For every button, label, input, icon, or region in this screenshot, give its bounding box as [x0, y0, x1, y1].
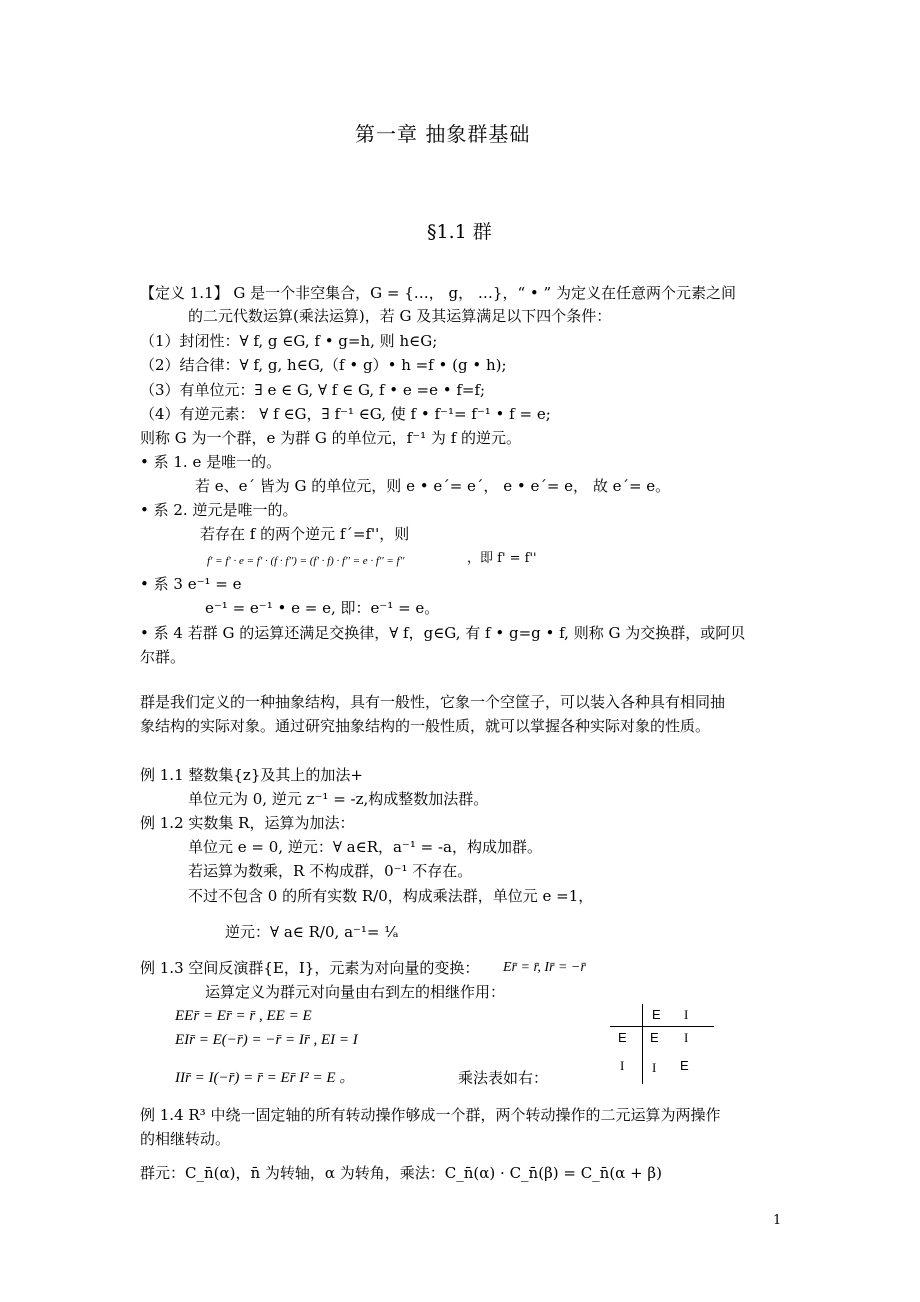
example-1-1-body: 单位元为 0, 逆元 z⁻¹ = -z,构成整数加法群。 — [188, 790, 489, 808]
condition-inverse: （4）有逆元素： ∀ f ∈G，∃ f⁻¹ ∈G, 使 f • f⁻¹= f⁻¹ • f = e; — [140, 405, 551, 423]
corollary-2-formula-tail: ，即 f' = f'' — [467, 551, 537, 566]
example-1-2-line-1: 单位元 e = 0, 逆元：∀ a∈R，a⁻¹ = -a，构成加群。 — [188, 838, 542, 856]
corollary-2-title: • 系 2. 逆元是唯一的。 — [140, 501, 298, 519]
corollary-3-title: • 系 3 e⁻¹ = e — [140, 575, 242, 593]
definition-line-1: 【定义 1.1】 G 是一个非空集合，G = {…， g， …}，“ • ” 为定义在任意两个元素之间 — [140, 284, 736, 302]
paragraph-line-2: 象结构的实际对象。通过研究抽象结构的一般性质，就可以掌握各种实际对象的性质。 — [140, 717, 711, 735]
page-number: 1 — [773, 1213, 782, 1228]
table-cell-ee: E — [650, 1030, 659, 1045]
table-cell-ie: I — [652, 1060, 657, 1075]
example-1-4-line-3: 群元：C_n̄(α)，n̄ 为转轴，α 为转角，乘法：C_n̄(α) · C_n̄(β) = C_n̄(α + β) — [140, 1164, 662, 1182]
example-1-2-line-3: 不过不包含 0 的所有实数 R/0，构成乘法群，单位元 e =1， — [188, 887, 594, 905]
table-vertical-rule — [642, 1004, 643, 1084]
table-horizontal-rule — [610, 1026, 714, 1027]
table-header-e: E — [652, 1007, 661, 1022]
table-cell-ei: I — [684, 1030, 689, 1045]
example-1-4-line-1: 例 1.4 R³ 中绕一固定轴的所有转动操作够成一个群，两个转动操作的二元运算为两操作 — [140, 1106, 721, 1124]
corollary-4-line-1: • 系 4 若群 G 的运算还满足交换律，∀ f，g∈G, 有 f • g=g • f, 则称 G 为交换群，或阿贝 — [140, 624, 746, 642]
example-1-3-formula-1: EEr̄ = Er̄ = r̄ , EE = E — [175, 1008, 312, 1024]
definition-conclusion: 则称 G 为一个群，e 为群 G 的单位元，f⁻¹ 为 f 的逆元。 — [140, 429, 522, 447]
corollary-4-line-2: 尔群。 — [140, 648, 186, 666]
corollary-2-body: 若存在 f 的两个逆元 f´=f''，则 — [200, 525, 410, 543]
section-title: §1.1 群 — [427, 221, 492, 243]
example-1-3-title-formula: Er̄ = r̄, Ir̄ = −r̄ — [503, 960, 586, 975]
example-1-3-title: 例 1.3 空间反演群{E，I}，元素为对向量的变换： — [140, 959, 480, 977]
example-1-2-line-2: 若运算为数乘，R 不构成群，0⁻¹ 不存在。 — [188, 862, 473, 880]
example-1-3-formula-3: IIr̄ = I(−r̄) = r̄ = Er̄ I² = E 。 — [175, 1070, 355, 1086]
multiplication-table-note: 乘法表如右： — [458, 1069, 549, 1087]
definition-line-2: 的二元代数运算(乘法运算)，若 G 及其运算满足以下四个条件： — [188, 307, 612, 325]
corollary-1-body: 若 e、e´ 皆为 G 的单位元，则 e • e´= e´， e • e´= e， 故 e´= e。 — [195, 477, 671, 495]
example-1-4-line-2: 的相继转动。 — [140, 1130, 231, 1148]
paragraph-line-1: 群是我们定义的一种抽象结构，具有一般性，它象一个空筐子，可以装入各种具有相同抽 — [140, 693, 726, 711]
table-cell-ii: E — [680, 1058, 689, 1073]
example-1-2-line-4: 逆元：∀ a∈ R/0, a⁻¹= ¹⁄ₐ — [225, 923, 399, 941]
example-1-3-formula-2: EIr̄ = E(−r̄) = −r̄ = Ir̄ , EI = I — [175, 1032, 358, 1048]
condition-closure: （1）封闭性：∀ f, g ∈G, f • g=h, 则 h∈G; — [140, 332, 438, 350]
example-1-1-title: 例 1.1 整数集{z}及其上的加法+ — [140, 766, 363, 784]
table-row-label-e: E — [618, 1030, 627, 1045]
condition-identity: （3）有单位元：∃ e ∈ G, ∀ f ∈ G, f • e =e • f=f; — [140, 381, 486, 399]
example-1-3-line-1: 运算定义为群元对向量由右到左的相继作用： — [205, 983, 506, 1001]
corollary-2-formula: f' = f' · e = f' · (f · f'') = (f' · f) · f'' = e · f'' = f'' — [207, 555, 405, 567]
condition-associativity: （2）结合律：∀ f, g, h∈G,（f • g）• h =f • (g • h); — [140, 356, 507, 374]
example-1-2-title: 例 1.2 实数集 R，运算为加法： — [140, 814, 355, 832]
table-header-i: I — [684, 1007, 689, 1022]
table-row-label-i: I — [620, 1058, 625, 1073]
corollary-1-title: • 系 1. e 是唯一的。 — [140, 453, 282, 471]
chapter-title: 第一章 抽象群基础 — [355, 122, 531, 146]
corollary-3-body: e⁻¹ = e⁻¹ • e = e, 即：e⁻¹ = e。 — [205, 599, 440, 617]
multiplication-table — [610, 1004, 714, 1084]
